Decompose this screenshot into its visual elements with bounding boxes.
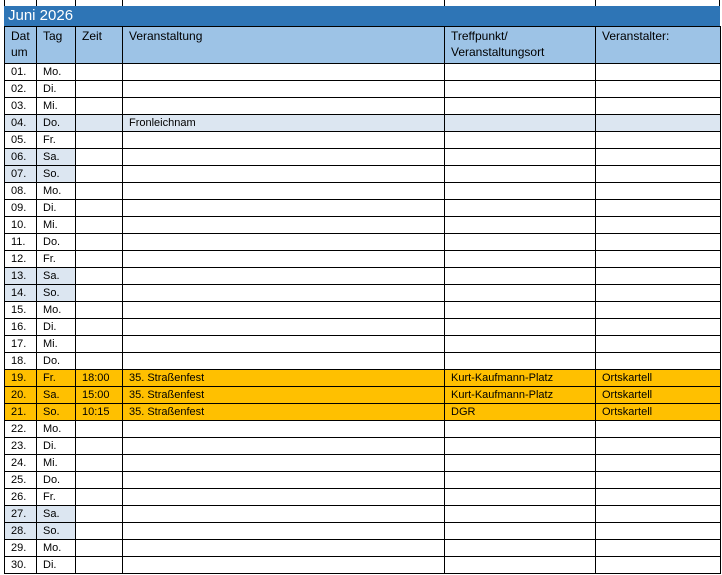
event-calendar-table bbox=[4, 26, 721, 574]
time-cell[interactable] bbox=[76, 302, 123, 319]
time-cell[interactable] bbox=[76, 523, 123, 540]
organizer-cell[interactable] bbox=[596, 489, 721, 506]
table-row bbox=[5, 387, 721, 404]
time-cell[interactable] bbox=[76, 234, 123, 251]
location-cell[interactable] bbox=[445, 540, 596, 557]
event-cell[interactable] bbox=[123, 489, 445, 506]
weekday-cell[interactable]: Mo. bbox=[37, 421, 76, 438]
weekday-cell[interactable]: So. bbox=[37, 404, 76, 421]
organizer-cell[interactable] bbox=[596, 132, 721, 149]
organizer-cell[interactable] bbox=[596, 336, 721, 353]
date-cell[interactable]: 20. bbox=[5, 387, 37, 404]
table-row bbox=[5, 353, 721, 370]
event-cell[interactable] bbox=[123, 234, 445, 251]
date-cell[interactable]: 21. bbox=[5, 404, 37, 421]
table-row bbox=[5, 506, 721, 523]
date-cell[interactable]: 09. bbox=[5, 200, 37, 217]
event-cell[interactable] bbox=[123, 81, 445, 98]
table-row bbox=[5, 557, 721, 574]
location-cell[interactable] bbox=[445, 353, 596, 370]
location-cell[interactable] bbox=[445, 149, 596, 166]
location-cell[interactable] bbox=[445, 217, 596, 234]
date-cell[interactable]: 30. bbox=[5, 557, 37, 574]
date-cell[interactable]: 15. bbox=[5, 302, 37, 319]
location-cell[interactable] bbox=[445, 183, 596, 200]
time-cell[interactable] bbox=[76, 149, 123, 166]
event-cell[interactable] bbox=[123, 523, 445, 540]
table-row bbox=[5, 421, 721, 438]
organizer-cell[interactable] bbox=[596, 319, 721, 336]
time-cell[interactable] bbox=[76, 132, 123, 149]
location-cell[interactable] bbox=[445, 506, 596, 523]
weekday-cell[interactable]: So. bbox=[37, 166, 76, 183]
weekday-cell[interactable]: Di. bbox=[37, 438, 76, 455]
location-cell[interactable] bbox=[445, 200, 596, 217]
time-cell[interactable] bbox=[76, 489, 123, 506]
organizer-cell[interactable] bbox=[596, 234, 721, 251]
event-cell[interactable] bbox=[123, 98, 445, 115]
date-cell[interactable]: 12. bbox=[5, 251, 37, 268]
time-cell[interactable] bbox=[76, 115, 123, 132]
organizer-cell[interactable]: Ortskartell bbox=[596, 387, 721, 404]
location-cell[interactable] bbox=[445, 455, 596, 472]
weekday-cell[interactable]: Fr. bbox=[37, 132, 76, 149]
date-cell[interactable]: 25. bbox=[5, 472, 37, 489]
organizer-cell[interactable] bbox=[596, 200, 721, 217]
event-cell[interactable] bbox=[123, 166, 445, 183]
table-row bbox=[5, 217, 721, 234]
location-cell[interactable]: Kurt-Kaufmann-Platz bbox=[445, 387, 596, 404]
organizer-cell[interactable] bbox=[596, 166, 721, 183]
date-cell[interactable]: 26. bbox=[5, 489, 37, 506]
date-cell[interactable]: 03. bbox=[5, 98, 37, 115]
time-cell[interactable] bbox=[76, 64, 123, 81]
table-row bbox=[5, 404, 721, 421]
organizer-cell[interactable] bbox=[596, 251, 721, 268]
location-cell[interactable] bbox=[445, 438, 596, 455]
event-cell[interactable] bbox=[123, 251, 445, 268]
weekday-cell[interactable]: Di. bbox=[37, 81, 76, 98]
organizer-cell[interactable] bbox=[596, 64, 721, 81]
organizer-cell[interactable] bbox=[596, 183, 721, 200]
weekday-cell[interactable]: Fr. bbox=[37, 251, 76, 268]
weekday-cell[interactable]: Sa. bbox=[37, 387, 76, 404]
weekday-cell[interactable]: Mo. bbox=[37, 540, 76, 557]
time-cell[interactable] bbox=[76, 319, 123, 336]
location-cell[interactable] bbox=[445, 268, 596, 285]
event-cell[interactable] bbox=[123, 217, 445, 234]
table-row bbox=[5, 98, 721, 115]
header-zeit[interactable]: Zeit bbox=[76, 27, 123, 64]
organizer-cell[interactable] bbox=[596, 506, 721, 523]
location-cell[interactable] bbox=[445, 251, 596, 268]
organizer-cell[interactable] bbox=[596, 353, 721, 370]
time-cell[interactable] bbox=[76, 81, 123, 98]
table-row bbox=[5, 438, 721, 455]
date-cell[interactable]: 18. bbox=[5, 353, 37, 370]
time-cell[interactable]: 15:00 bbox=[76, 387, 123, 404]
event-cell[interactable] bbox=[123, 455, 445, 472]
time-cell[interactable] bbox=[76, 455, 123, 472]
time-cell[interactable] bbox=[76, 472, 123, 489]
time-cell[interactable] bbox=[76, 251, 123, 268]
table-row bbox=[5, 540, 721, 557]
weekday-cell[interactable]: Do. bbox=[37, 115, 76, 132]
organizer-cell[interactable] bbox=[596, 285, 721, 302]
month-title: Juni 2026 bbox=[4, 6, 720, 26]
weekday-cell[interactable]: Di. bbox=[37, 200, 76, 217]
table-row bbox=[5, 319, 721, 336]
location-cell[interactable] bbox=[445, 81, 596, 98]
date-cell[interactable]: 05. bbox=[5, 132, 37, 149]
time-cell[interactable] bbox=[76, 421, 123, 438]
table-row bbox=[5, 166, 721, 183]
weekday-cell[interactable]: Mo. bbox=[37, 302, 76, 319]
organizer-cell[interactable] bbox=[596, 455, 721, 472]
location-cell[interactable] bbox=[445, 166, 596, 183]
weekday-cell[interactable]: Sa. bbox=[37, 506, 76, 523]
date-cell[interactable]: 22. bbox=[5, 421, 37, 438]
organizer-cell[interactable] bbox=[596, 438, 721, 455]
table-row bbox=[5, 251, 721, 268]
location-cell[interactable] bbox=[445, 523, 596, 540]
organizer-cell[interactable] bbox=[596, 149, 721, 166]
event-cell[interactable] bbox=[123, 472, 445, 489]
table-row bbox=[5, 149, 721, 166]
organizer-cell[interactable]: Ortskartell bbox=[596, 370, 721, 387]
date-cell[interactable]: 19. bbox=[5, 370, 37, 387]
date-cell[interactable]: 29. bbox=[5, 540, 37, 557]
organizer-cell[interactable] bbox=[596, 523, 721, 540]
organizer-cell[interactable] bbox=[596, 540, 721, 557]
event-cell[interactable] bbox=[123, 132, 445, 149]
time-cell[interactable] bbox=[76, 353, 123, 370]
organizer-cell[interactable]: Ortskartell bbox=[596, 404, 721, 421]
weekday-cell[interactable]: So. bbox=[37, 523, 76, 540]
organizer-cell[interactable] bbox=[596, 421, 721, 438]
date-cell[interactable]: 14. bbox=[5, 285, 37, 302]
location-cell[interactable]: DGR bbox=[445, 404, 596, 421]
weekday-cell[interactable]: Fr. bbox=[37, 489, 76, 506]
date-cell[interactable]: 01. bbox=[5, 64, 37, 81]
event-cell[interactable]: 35. Straßenfest bbox=[123, 387, 445, 404]
table-row bbox=[5, 302, 721, 319]
location-cell[interactable]: Kurt-Kaufmann-Platz bbox=[445, 370, 596, 387]
table-row bbox=[5, 132, 721, 149]
location-cell[interactable] bbox=[445, 64, 596, 81]
weekday-cell[interactable]: Mi. bbox=[37, 455, 76, 472]
location-cell[interactable] bbox=[445, 115, 596, 132]
location-cell[interactable] bbox=[445, 557, 596, 574]
date-cell[interactable]: 07. bbox=[5, 166, 37, 183]
location-cell[interactable] bbox=[445, 336, 596, 353]
table-row bbox=[5, 183, 721, 200]
table-row bbox=[5, 115, 721, 132]
time-cell[interactable] bbox=[76, 540, 123, 557]
date-cell[interactable]: 10. bbox=[5, 217, 37, 234]
organizer-cell[interactable] bbox=[596, 557, 721, 574]
time-cell[interactable] bbox=[76, 285, 123, 302]
location-cell[interactable] bbox=[445, 472, 596, 489]
weekday-cell[interactable]: Di. bbox=[37, 319, 76, 336]
table-row bbox=[5, 472, 721, 489]
header-treffpunkt[interactable]: Treffpunkt/ Veranstaltungsort bbox=[445, 27, 596, 64]
date-cell[interactable]: 27. bbox=[5, 506, 37, 523]
table-row bbox=[5, 200, 721, 217]
event-cell[interactable] bbox=[123, 506, 445, 523]
table-row bbox=[5, 336, 721, 353]
weekday-cell[interactable]: Mo. bbox=[37, 64, 76, 81]
organizer-cell[interactable] bbox=[596, 115, 721, 132]
header-datum[interactable]: Dat um bbox=[5, 27, 37, 64]
event-cell[interactable]: 35. Straßenfest bbox=[123, 370, 445, 387]
event-cell[interactable]: 35. Straßenfest bbox=[123, 404, 445, 421]
location-cell[interactable] bbox=[445, 234, 596, 251]
time-cell[interactable] bbox=[76, 336, 123, 353]
event-cell[interactable] bbox=[123, 285, 445, 302]
time-cell[interactable] bbox=[76, 217, 123, 234]
organizer-cell[interactable] bbox=[596, 302, 721, 319]
weekday-cell[interactable]: Di. bbox=[37, 557, 76, 574]
event-cell[interactable] bbox=[123, 336, 445, 353]
weekday-cell[interactable]: Sa. bbox=[37, 268, 76, 285]
weekday-cell[interactable]: Do. bbox=[37, 234, 76, 251]
table-row bbox=[5, 489, 721, 506]
time-cell[interactable] bbox=[76, 183, 123, 200]
table-row bbox=[5, 64, 721, 81]
header-veranstaltung[interactable]: Veranstaltung bbox=[123, 27, 445, 64]
date-cell[interactable]: 16. bbox=[5, 319, 37, 336]
weekday-cell[interactable]: Mi. bbox=[37, 336, 76, 353]
event-cell[interactable] bbox=[123, 557, 445, 574]
weekday-cell[interactable]: So. bbox=[37, 285, 76, 302]
event-cell[interactable] bbox=[123, 319, 445, 336]
event-cell[interactable] bbox=[123, 540, 445, 557]
weekday-cell[interactable]: Mi. bbox=[37, 98, 76, 115]
organizer-cell[interactable] bbox=[596, 268, 721, 285]
header-veranstalter[interactable]: Veranstalter: bbox=[596, 27, 721, 64]
time-cell[interactable] bbox=[76, 98, 123, 115]
date-cell[interactable]: 23. bbox=[5, 438, 37, 455]
date-cell[interactable]: 28. bbox=[5, 523, 37, 540]
organizer-cell[interactable] bbox=[596, 217, 721, 234]
location-cell[interactable] bbox=[445, 132, 596, 149]
table-row bbox=[5, 285, 721, 302]
date-cell[interactable]: 17. bbox=[5, 336, 37, 353]
time-cell[interactable] bbox=[76, 268, 123, 285]
time-cell[interactable] bbox=[76, 557, 123, 574]
event-cell[interactable] bbox=[123, 438, 445, 455]
time-cell[interactable] bbox=[76, 438, 123, 455]
date-cell[interactable]: 11. bbox=[5, 234, 37, 251]
date-cell[interactable]: 13. bbox=[5, 268, 37, 285]
table-row bbox=[5, 268, 721, 285]
event-cell[interactable] bbox=[123, 353, 445, 370]
event-cell[interactable] bbox=[123, 183, 445, 200]
weekday-cell[interactable]: Mi. bbox=[37, 217, 76, 234]
header-row bbox=[5, 27, 721, 64]
table-row bbox=[5, 455, 721, 472]
date-cell[interactable]: 04. bbox=[5, 115, 37, 132]
time-cell[interactable] bbox=[76, 200, 123, 217]
organizer-cell[interactable] bbox=[596, 472, 721, 489]
weekday-cell[interactable]: Do. bbox=[37, 353, 76, 370]
weekday-cell[interactable]: Sa. bbox=[37, 149, 76, 166]
weekday-cell[interactable]: Fr. bbox=[37, 370, 76, 387]
location-cell[interactable] bbox=[445, 421, 596, 438]
time-cell[interactable]: 18:00 bbox=[76, 370, 123, 387]
table-row bbox=[5, 523, 721, 540]
event-cell[interactable] bbox=[123, 149, 445, 166]
organizer-cell[interactable] bbox=[596, 98, 721, 115]
table-row bbox=[5, 234, 721, 251]
table-row bbox=[5, 370, 721, 387]
event-cell[interactable]: Fronleichnam bbox=[123, 115, 445, 132]
location-cell[interactable] bbox=[445, 319, 596, 336]
event-cell[interactable] bbox=[123, 64, 445, 81]
date-cell[interactable]: 06. bbox=[5, 149, 37, 166]
event-cell[interactable] bbox=[123, 200, 445, 217]
event-cell[interactable] bbox=[123, 421, 445, 438]
location-cell[interactable] bbox=[445, 98, 596, 115]
time-cell[interactable] bbox=[76, 506, 123, 523]
date-cell[interactable]: 08. bbox=[5, 183, 37, 200]
location-cell[interactable] bbox=[445, 302, 596, 319]
weekday-cell[interactable]: Mo. bbox=[37, 183, 76, 200]
event-cell[interactable] bbox=[123, 268, 445, 285]
table-row bbox=[5, 81, 721, 98]
calendar-body bbox=[5, 64, 721, 574]
date-cell[interactable]: 24. bbox=[5, 455, 37, 472]
weekday-cell[interactable]: Do. bbox=[37, 472, 76, 489]
location-cell[interactable] bbox=[445, 489, 596, 506]
location-cell[interactable] bbox=[445, 285, 596, 302]
organizer-cell[interactable] bbox=[596, 81, 721, 98]
date-cell[interactable]: 02. bbox=[5, 81, 37, 98]
time-cell[interactable]: 10:15 bbox=[76, 404, 123, 421]
time-cell[interactable] bbox=[76, 166, 123, 183]
event-cell[interactable] bbox=[123, 302, 445, 319]
header-tag[interactable]: Tag bbox=[37, 27, 76, 64]
